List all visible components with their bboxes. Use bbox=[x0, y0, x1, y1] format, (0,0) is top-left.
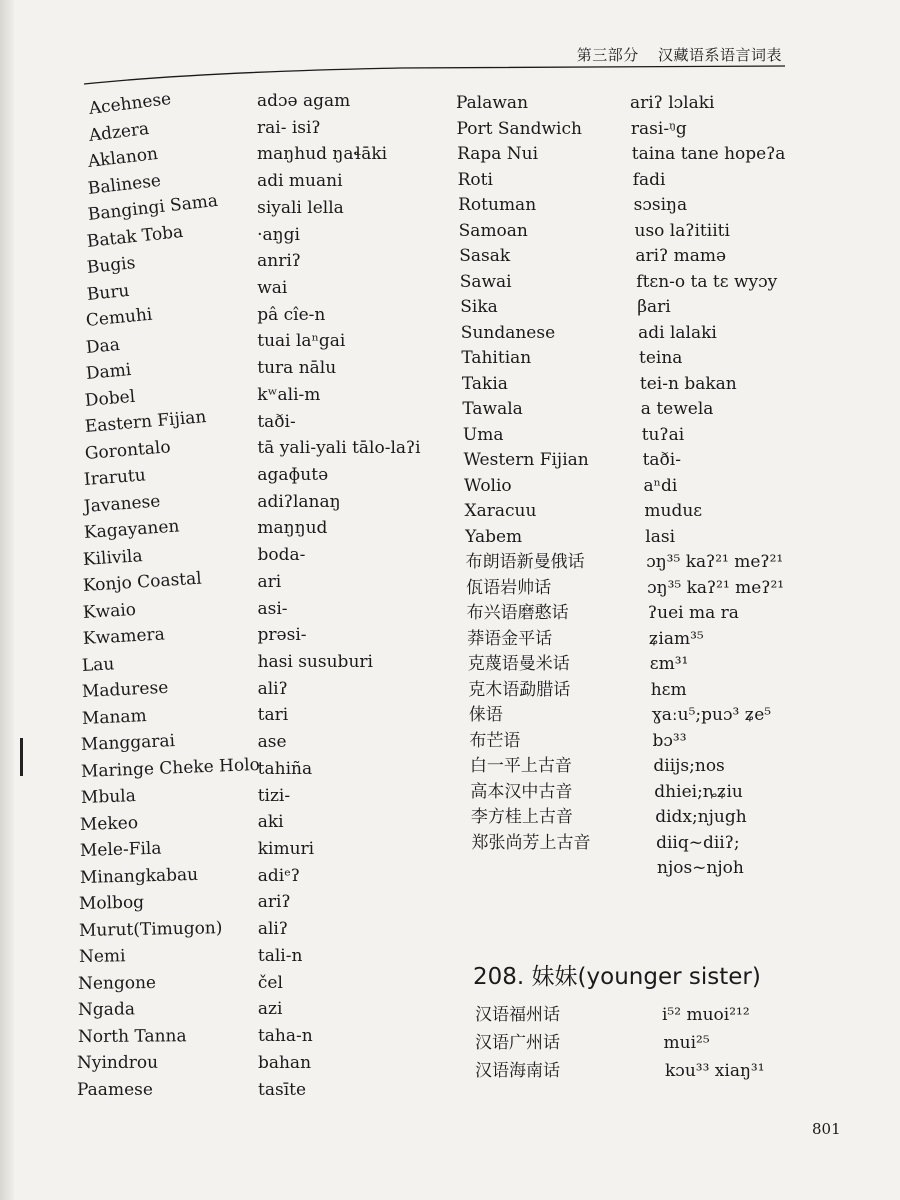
entry-form: taina tane hopeʔa bbox=[631, 144, 786, 164]
entry-form: teina bbox=[639, 348, 683, 368]
entry-language: Minangkabau bbox=[79, 864, 198, 888]
entry-form: azi bbox=[257, 999, 283, 1020]
entry-language: Balinese bbox=[86, 170, 162, 199]
entry-language: Sundanese bbox=[460, 322, 556, 343]
entry-language: Javanese bbox=[83, 490, 162, 517]
entry-language: Paamese bbox=[77, 1079, 153, 1100]
entry-language: Aklanon bbox=[87, 143, 160, 172]
entry-form: bɔ³³ bbox=[652, 730, 687, 751]
entry-form: hɛm bbox=[650, 679, 687, 700]
entry-form: maŋhud ŋaɬāki bbox=[257, 144, 388, 165]
entry-language: Daa bbox=[85, 334, 121, 358]
entry-language: 克木语勐腊话 bbox=[468, 679, 571, 700]
entry-language: Tawala bbox=[462, 399, 523, 419]
header-rule bbox=[0, 0, 900, 100]
entry-language: Adzera bbox=[87, 118, 150, 146]
entry-form: tuʔai bbox=[641, 424, 685, 445]
entry-language: 佤语岩帅话 bbox=[466, 577, 552, 598]
entry-form: sɔsiŋa bbox=[633, 195, 688, 215]
entry-form: maŋŋud bbox=[257, 518, 328, 539]
entry-form: njos~njoh bbox=[657, 858, 744, 878]
entry-language: Bugis bbox=[86, 253, 137, 278]
entry-form: tei-n bakan bbox=[639, 373, 737, 394]
entry-language: Mele-Fila bbox=[79, 838, 162, 861]
entry-language: Roti bbox=[457, 169, 493, 190]
entry-language: Dami bbox=[84, 360, 132, 384]
entry-language: 布朗语新曼俄话 bbox=[465, 552, 585, 572]
page-spine-shadow bbox=[0, 0, 14, 1200]
entry-language: Molbog bbox=[79, 892, 145, 914]
entry-language: Port Sandwich bbox=[456, 118, 582, 139]
entry-language: 俫语 bbox=[468, 705, 503, 725]
entry-form: kɔu³³ xiaŋ³¹ bbox=[665, 1061, 765, 1081]
entry-language: 白一平上古音 bbox=[469, 756, 572, 776]
header-title: 汉藏语系语言词表 bbox=[657, 46, 782, 64]
entry-language: 克蔑语曼米话 bbox=[467, 654, 570, 674]
section-heading bbox=[473, 958, 761, 991]
entry-language: Tahitian bbox=[461, 348, 532, 368]
entry-language: 高本汉中古音 bbox=[470, 781, 573, 802]
header-part: 第三部分 bbox=[576, 46, 639, 64]
entry-language: Rapa Nui bbox=[457, 144, 539, 164]
entry-language: Manam bbox=[81, 705, 147, 729]
entry-language: Cemuhi bbox=[85, 304, 154, 331]
entry-language: 莽语金平话 bbox=[467, 628, 553, 649]
entry-form: tari bbox=[257, 705, 289, 726]
entry-form: uso laʔitiiti bbox=[634, 220, 730, 241]
entry-form: βari bbox=[637, 297, 671, 317]
entry-language: Konjo Coastal bbox=[82, 568, 203, 596]
entry-form: aliʔ bbox=[257, 678, 288, 699]
entry-language: North Tanna bbox=[77, 1025, 187, 1047]
entry-form: ɣaːu⁵;puɔ³ ʑe⁵ bbox=[651, 705, 772, 725]
section-title: 妹妹(younger sister) bbox=[531, 964, 761, 990]
entry-language: Manggarai bbox=[80, 730, 176, 755]
entry-form: tizi- bbox=[257, 785, 291, 806]
entry-language: Nyindrou bbox=[77, 1052, 159, 1073]
entry-form: adɔə agam bbox=[257, 91, 351, 111]
entry-language: Buru bbox=[85, 280, 131, 305]
entry-language: 郑张尚芳上古音 bbox=[471, 832, 591, 853]
entry-language: Samoan bbox=[458, 220, 528, 241]
entry-form: ariʔ bbox=[257, 892, 291, 913]
entry-form: prəsi- bbox=[257, 625, 307, 646]
entry-language: 汉语福州话 bbox=[475, 1005, 560, 1025]
entry-form: aki bbox=[257, 812, 284, 833]
entry-language: Kwamera bbox=[81, 624, 165, 649]
entry-form: dhiei;ȵʑiu bbox=[654, 781, 743, 802]
entry-form: taði- bbox=[257, 411, 296, 432]
entry-form: adi muani bbox=[257, 171, 343, 192]
entry-form: ari bbox=[257, 571, 282, 592]
entry-language: Takia bbox=[461, 373, 508, 394]
entry-form: aliʔ bbox=[257, 919, 288, 940]
page-number: 801 bbox=[812, 1120, 841, 1138]
entry-form: fadi bbox=[632, 169, 666, 190]
entry-form: muduɛ bbox=[644, 501, 703, 521]
entry-language: Bangingi Sama bbox=[86, 190, 219, 225]
entry-language: Rotuman bbox=[458, 195, 537, 215]
entry-form: wai bbox=[257, 278, 288, 298]
entry-form: ɛm³¹ bbox=[649, 654, 689, 674]
entry-language: Xaracuu bbox=[464, 501, 537, 521]
entry-form: ftɛn-o ta tɛ wyɔy bbox=[636, 271, 778, 292]
entry-form: čel bbox=[257, 972, 283, 993]
entry-language: 李方桂上古音 bbox=[470, 807, 573, 827]
entry-form: ʔuei ma ra bbox=[648, 603, 739, 623]
entry-language: 汉语海南话 bbox=[475, 1061, 560, 1081]
entry-form: adiʔlanaŋ bbox=[257, 491, 341, 512]
entry-form: anriʔ bbox=[257, 251, 301, 272]
entry-form: ·aŋgi bbox=[257, 224, 300, 245]
entry-form: taði- bbox=[642, 450, 681, 470]
entry-language: Dobel bbox=[84, 386, 137, 411]
entry-form: taha-n bbox=[257, 1026, 313, 1047]
entry-form: pâ cîe-n bbox=[257, 304, 326, 325]
margin-mark bbox=[20, 738, 23, 776]
entry-language: Uma bbox=[462, 424, 504, 445]
entry-form: ariʔ mamə bbox=[635, 246, 727, 266]
entry-language: Mbula bbox=[80, 786, 136, 808]
entry-language: Sika bbox=[460, 297, 498, 317]
entry-form: asi- bbox=[257, 598, 288, 619]
entry-form: bahan bbox=[257, 1052, 312, 1073]
entry-form: tura nālu bbox=[257, 358, 337, 379]
entry-language: Eastern Fijian bbox=[84, 407, 208, 437]
entry-form: diiq~diiʔ; bbox=[656, 832, 740, 853]
entry-form: kimuri bbox=[257, 839, 315, 860]
entry-language: Nengone bbox=[78, 972, 157, 994]
entry-form: boda- bbox=[257, 545, 306, 566]
entry-language: 布兴语磨憨话 bbox=[466, 603, 569, 623]
entry-language: Acehnese bbox=[87, 89, 173, 119]
entry-form: rai- isiʔ bbox=[257, 117, 321, 138]
entry-language: Kwaio bbox=[82, 599, 137, 623]
entry-language: Sawai bbox=[459, 271, 512, 292]
entry-form: adi lalaki bbox=[638, 322, 717, 343]
entry-language: Irarutu bbox=[83, 465, 147, 490]
entry-form: ʑiam³⁵ bbox=[648, 628, 704, 649]
entry-form: tasīte bbox=[258, 1079, 307, 1100]
section-number: 208. bbox=[473, 964, 525, 990]
entry-form: diijs;nos bbox=[653, 756, 725, 776]
entry-language: Ngada bbox=[77, 999, 135, 1020]
entry-form: lasi bbox=[645, 526, 676, 547]
entry-form: tā yali-yali tālo-laʔi bbox=[257, 438, 421, 459]
entry-form: ɔŋ³⁵ kaʔ²¹ meʔ²¹ bbox=[646, 552, 784, 572]
entry-form: tahiña bbox=[257, 758, 313, 779]
entry-language: Sasak bbox=[459, 246, 511, 266]
entry-language: Madurese bbox=[81, 677, 169, 702]
entry-form: i⁵² muoi²¹² bbox=[662, 1005, 750, 1025]
entry-form: hasi susuburi bbox=[257, 652, 373, 673]
entry-form: adiᵉʔ bbox=[257, 865, 300, 886]
entry-language: Murut(Timugon) bbox=[78, 917, 223, 941]
entry-language: Palawan bbox=[456, 93, 529, 113]
entry-form: ase bbox=[257, 732, 287, 753]
entry-form: a tewela bbox=[640, 399, 714, 419]
entry-form: rasi-ᵑg bbox=[630, 118, 687, 139]
entry-language: Mekeo bbox=[79, 812, 139, 835]
entry-form: ɔŋ³⁵ kaʔ²¹ meʔ²¹ bbox=[647, 577, 785, 598]
entry-language: Kagayanen bbox=[83, 516, 180, 543]
entry-form: aⁿdi bbox=[643, 475, 678, 496]
entry-language: Maringe Cheke Holo bbox=[80, 754, 261, 782]
entry-language: 汉语广州话 bbox=[475, 1033, 560, 1053]
entry-language: Gorontalo bbox=[83, 436, 172, 464]
entry-language: Wolio bbox=[464, 475, 512, 496]
entry-form: tuai laⁿgai bbox=[257, 331, 346, 352]
entry-language: 布芒语 bbox=[469, 730, 521, 751]
entry-language: Western Fijian bbox=[463, 450, 589, 470]
entry-form: kʷali-m bbox=[257, 384, 321, 405]
entry-language: Nemi bbox=[78, 946, 126, 967]
entry-form: mui²⁵ bbox=[663, 1033, 710, 1053]
entry-form: ariʔ lɔlaki bbox=[630, 93, 715, 113]
entry-form: didx;njugh bbox=[655, 807, 747, 827]
entry-language: Lau bbox=[81, 653, 116, 676]
entry-language: Yabem bbox=[465, 526, 523, 547]
entry-language: Batak Toba bbox=[86, 221, 185, 252]
entry-form: tali-n bbox=[257, 945, 303, 966]
entry-language: Kilivila bbox=[82, 545, 144, 570]
entry-form: siyali lella bbox=[257, 197, 344, 218]
entry-form: agaɸutə bbox=[257, 465, 329, 486]
